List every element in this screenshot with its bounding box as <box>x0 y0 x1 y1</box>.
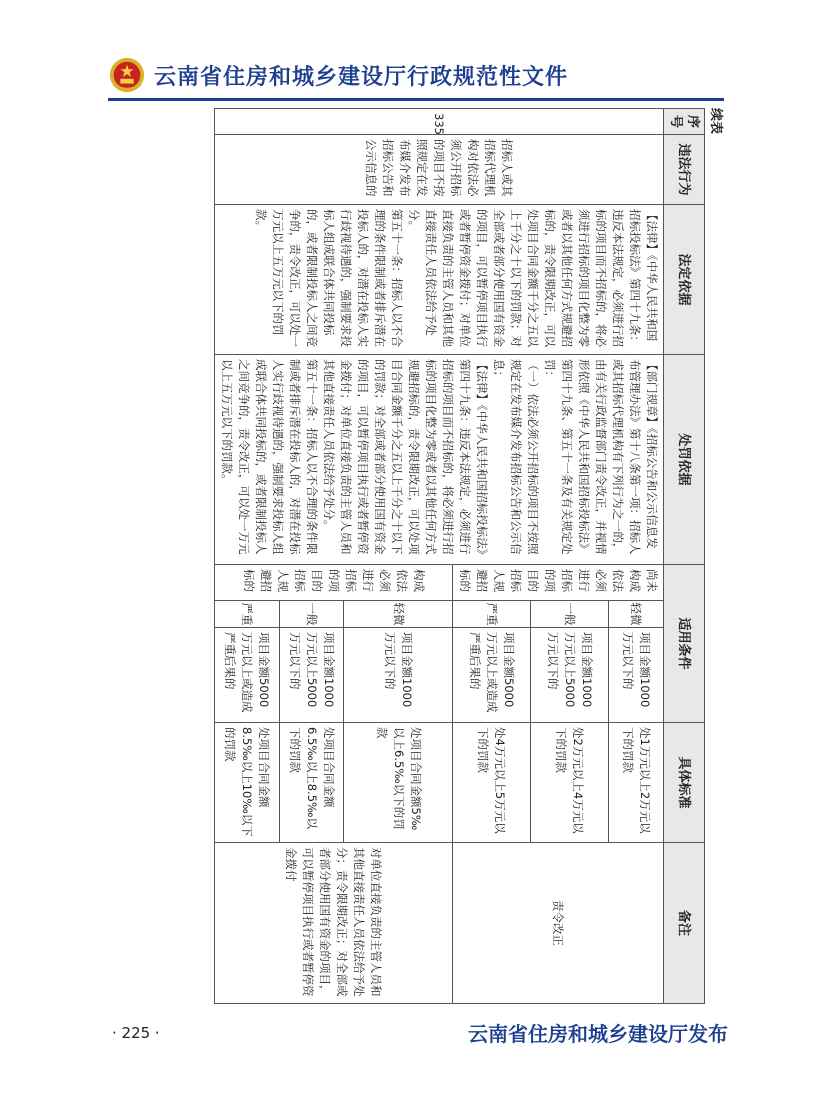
scope-cell: 项目金额1000万元以下的 <box>608 628 663 723</box>
penalty-standard-table <box>214 108 705 1004</box>
table-row <box>608 109 663 1004</box>
standard-cell: 处项目合同金额5‰以上6.5‰以下的罚款 <box>344 723 453 843</box>
footer-publisher: 云南省住房和城乡建设厅发布 <box>468 1022 728 1046</box>
level-cell: 一般 <box>279 601 344 628</box>
remark-cell: 责令改正 <box>453 843 664 1004</box>
level-cell: 严重 <box>215 601 280 628</box>
penalty-basis-cell: 【部门规章】《招标公告和公示信息发布管理办法》第十八条第一项：招标人或其招标代理机构有下列行为之一的，由有关行政监督部门责令改正，并视情形依照《中华人民共和国招标投标法》第四十九条、第五十一条及有关规定处罚： （一）依法必须公开招标的项目不按照规定在发布媒介发布招标公告和公示信息； 【法律】《中华人民共和国招标投标法》第四十九条：违反本法规定，必须进行招标的项目而不招标的，将必须进行招标的项目化整为零或者以其他任何方式规避招标的，责令限期改正，可以处项目合同金额千分之五以上千分之十以下的罚款；对全部或者部分使用国有资金的项目，可以暂停项目执行或者暂停资金拨付；对单位直接负责的主管人员和其他直接责任人员依法给予处分。 第五十一条：招标人以不合理的条件限制或者排斥潜在投标人的，对潜在投标人实行歧视待遇的，强制要求投标人组成联合体共同投标的，或者限制投标人之间竞争的，责令改正，可以处一万元以上五万元以下的罚款。 <box>215 355 664 565</box>
table-area <box>100 108 727 1005</box>
col-header-legal-basis: 法定依据 <box>664 205 705 355</box>
condition-cell: 尚未构成依法必须进行招标的项目的招标人规避招标的 <box>453 565 664 601</box>
standard-cell: 处1万元以上2万元以下的罚款 <box>608 723 663 843</box>
page-number: · 225 · <box>112 1024 160 1042</box>
col-header-standard: 具体标准 <box>664 723 705 843</box>
col-header-no: 序 号 <box>664 109 705 135</box>
row-number: 335 <box>215 109 664 135</box>
scope-cell: 项目金额1000万元以上5000万元以下的 <box>279 628 344 723</box>
legal-basis-cell: 【法律】《中华人民共和国招标投标法》第四十九条：违反本法规定，必须进行招标的项目而不招标的，将必须进行招标的项目化整为零或者以其他任何方式规避招标的，责令限期改正，可以处项目合同金额千分之五以上千分之十以下的罚款；对全部或者部分使用国有资金的项目，可以暂停项目执行或者暂停资金拨付；对单位直接负责的主管人员和其他直接责任人员依法给予处分。 第五十一条：招标人以不合理的条件限制或者排斥潜在投标人的，对潜在投标人实行歧视待遇的，强制要求投标人组成联合体共同投标的，或者限制投标人之间竞争的，责令改正，可以处一万元以上五万元以下的罚款。 <box>215 205 664 355</box>
level-cell: 一般 <box>530 601 608 628</box>
col-header-penalty-basis: 处罚依据 <box>664 355 705 565</box>
table-header-row <box>664 109 705 1004</box>
scope-cell: 项目金额1000万元以下的 <box>344 628 453 723</box>
level-cell: 轻微 <box>344 601 453 628</box>
violation-cell: 招标人或其招标代理机构对依法必须公开招标的项目不按照规定在发布媒介发布招标公告和公示信息的 <box>215 135 664 205</box>
scope-cell: 项目金额1000万元以上5000万元以下的 <box>530 628 608 723</box>
level-cell: 严重 <box>453 601 531 628</box>
standard-cell: 处项目合同金额6.5‰以上8.5‰以下的罚款 <box>279 723 344 843</box>
standard-cell: 处4万元以上5万元以下的罚款 <box>453 723 531 843</box>
header-divider <box>108 98 724 101</box>
national-emblem-icon <box>108 56 146 94</box>
standard-cell: 处项目合同金额8.5‰以上10‰以下的罚款 <box>215 723 280 843</box>
col-header-violation: 违法行为 <box>664 135 705 205</box>
continued-label: 续表 <box>708 108 723 135</box>
level-cell: 轻微 <box>608 601 663 628</box>
condition-cell: 构成依法必须进行招标的项目的招标人规避招标的 <box>215 565 453 601</box>
scope-cell: 项目金额5000万元以上或造成严重后果的 <box>453 628 531 723</box>
col-header-remarks: 备注 <box>664 843 705 1004</box>
col-header-conditions: 适用条件 <box>664 565 705 723</box>
header-title: 云南省住房和城乡建设厅行政规范性文件 <box>154 65 569 90</box>
page-header <box>108 52 748 102</box>
scope-cell: 项目金额5000万元以上或造成严重后果的 <box>215 628 280 723</box>
remark-cell: 对单位直接负责的主管人员和其他直接责任人员依法给予处分；责令限期改正；对全部或者部分使用国有资金的项目，可以暂停项目执行或者暂停资金拨付 <box>215 843 453 1004</box>
standard-cell: 处2万元以上4万元以下的罚款 <box>530 723 608 843</box>
rotated-page-content <box>100 108 727 1005</box>
